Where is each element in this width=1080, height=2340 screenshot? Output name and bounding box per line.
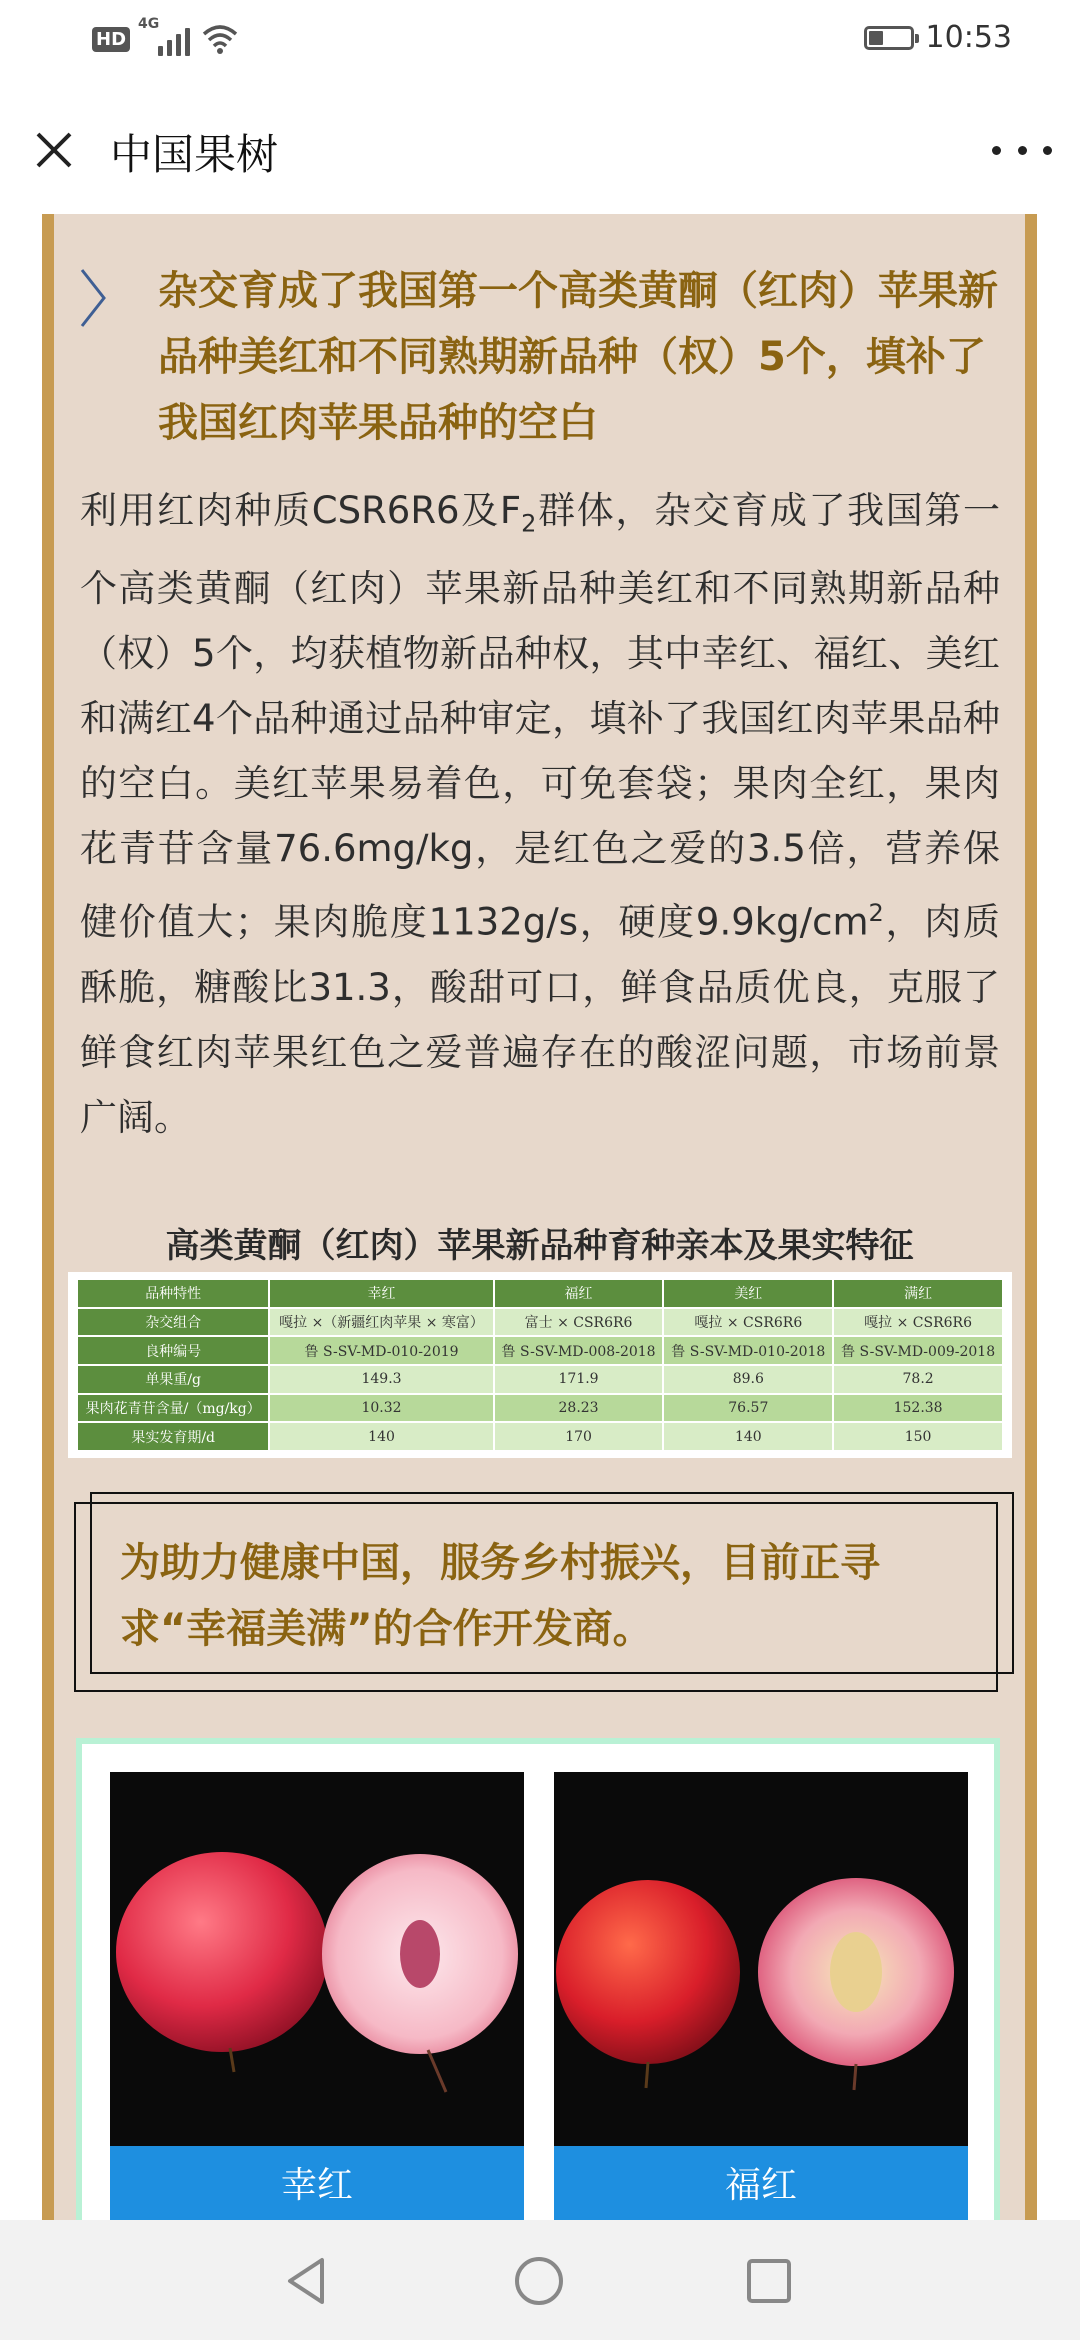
back-icon[interactable]: [280, 2254, 334, 2308]
title-bar: [0, 84, 1080, 214]
table-cell: 嘎拉 ×（新疆红肉苹果 × 寒富）: [269, 1308, 493, 1337]
apple-photo: [110, 1772, 524, 2146]
table-row: [77, 1365, 1003, 1394]
table-cell: 嘎拉 × CSR6R6: [663, 1308, 833, 1337]
table-row: [77, 1308, 1003, 1337]
system-nav-bar: [0, 2220, 1080, 2340]
feature-table-image: [68, 1272, 1012, 1458]
table-cell: 150: [833, 1422, 1003, 1451]
article-content[interactable]: [0, 214, 1080, 2220]
status-left: [92, 16, 240, 56]
table-cell: 170: [494, 1422, 664, 1451]
chevron-right-icon: [78, 266, 108, 330]
feature-table: [76, 1278, 1004, 1452]
article-panel: [42, 214, 1037, 2220]
table-row-label: 果肉花青苷含量/（mg/kg）: [77, 1394, 269, 1423]
table-cell: 鲁 S-SV-MD-009-2018: [833, 1336, 1003, 1365]
table-header-cell: 福红: [494, 1279, 664, 1308]
photo-label: 福红: [554, 2146, 968, 2220]
table-row-label: 单果重/g: [77, 1365, 269, 1394]
home-icon[interactable]: [512, 2254, 566, 2308]
photo-card-fuhong[interactable]: [554, 1772, 968, 2220]
status-bar: [0, 0, 1080, 84]
cellular-signal-icon: [138, 16, 190, 56]
callout-text: 为助力健康中国，服务乡村振兴，目前正寻求“幸福美满”的合作开发商。: [120, 1540, 880, 1652]
table-row: [77, 1394, 1003, 1423]
article-paragraph: 利用红肉种质CSR6R6及$F_2$群体，杂交育成了我国第一个高类黄酮（红肉）苹果新品种美红和不同熟期新品种（权）5个，均获植物新品种权，其中幸红、福红、美红和满红4个品种通过品种审定，填补了我国红肉苹果品种的空白。美红苹果易着色，可免套袋；果肉全红，果肉花青苷含量76.6mg/kg，是红色之爱的3.5倍，营养保健价值大；果肉脆度1132g/s，硬度$9.9kg/cm^2$，肉质酥脆，糖酸比31.3，酸甜可口，鲜食品质优良，克服了鲜食红肉苹果红色之爱普遍存在的酸涩问题，市场前景广阔。: [80, 489, 1001, 1139]
table-cell: 鲁 S-SV-MD-008-2018: [494, 1336, 664, 1365]
hd-badge: HD: [92, 27, 130, 52]
table-cell: 28.23: [494, 1394, 664, 1423]
table-row-label: 果实发育期/d: [77, 1422, 269, 1451]
recent-apps-icon[interactable]: [744, 2256, 794, 2306]
section-heading: 杂交育成了我国第一个高类黄酮（红肉）苹果新品种美红和不同熟期新品种（权）5个，填补了我国红肉苹果品种的空白: [158, 268, 998, 446]
table-header-cell: 品种特性: [77, 1279, 269, 1308]
table-cell: 140: [269, 1422, 493, 1451]
photo-label: 幸红: [110, 2146, 524, 2220]
more-options-icon[interactable]: [992, 140, 1052, 160]
table-row-label: 杂交组合: [77, 1308, 269, 1337]
table-cell: 140: [663, 1422, 833, 1451]
table-title: 高类黄酮（红肉）苹果新品种育种亲本及果实特征: [165, 1226, 914, 1266]
photo-card-xinghong[interactable]: [110, 1772, 524, 2220]
table-cell: 鲁 S-SV-MD-010-2018: [663, 1336, 833, 1365]
table-row: [77, 1422, 1003, 1451]
table-cell: 89.6: [663, 1365, 833, 1394]
page-title: 中国果树: [110, 130, 279, 179]
clock: 10:53: [925, 20, 1012, 55]
article-panel-inner: [54, 214, 1025, 2220]
table-header-cell: 美红: [663, 1279, 833, 1308]
table-cell: 171.9: [494, 1365, 664, 1394]
table-cell: 鲁 S-SV-MD-010-2019: [269, 1336, 493, 1365]
table-cell: 78.2: [833, 1365, 1003, 1394]
close-icon[interactable]: [28, 124, 80, 176]
battery-icon: [864, 26, 914, 50]
table-cell: 嘎拉 × CSR6R6: [833, 1308, 1003, 1337]
table-cell: 149.3: [269, 1365, 493, 1394]
status-right: [864, 20, 1012, 55]
table-cell: 富士 × CSR6R6: [494, 1308, 664, 1337]
photo-gallery: [76, 1738, 1000, 2220]
table-header-cell: 满红: [833, 1279, 1003, 1308]
table-row-label: 良种编号: [77, 1336, 269, 1365]
table-cell: 10.32: [269, 1394, 493, 1423]
table-header-cell: 幸红: [269, 1279, 493, 1308]
table-cell: 76.57: [663, 1394, 833, 1423]
table-cell: 152.38: [833, 1394, 1003, 1423]
apple-photo: [554, 1772, 968, 2146]
network-type-label: 4G: [138, 16, 160, 32]
table-header-row: [77, 1279, 1003, 1308]
table-row: [77, 1336, 1003, 1365]
wifi-icon: [200, 22, 240, 56]
callout-box: [74, 1502, 998, 1692]
